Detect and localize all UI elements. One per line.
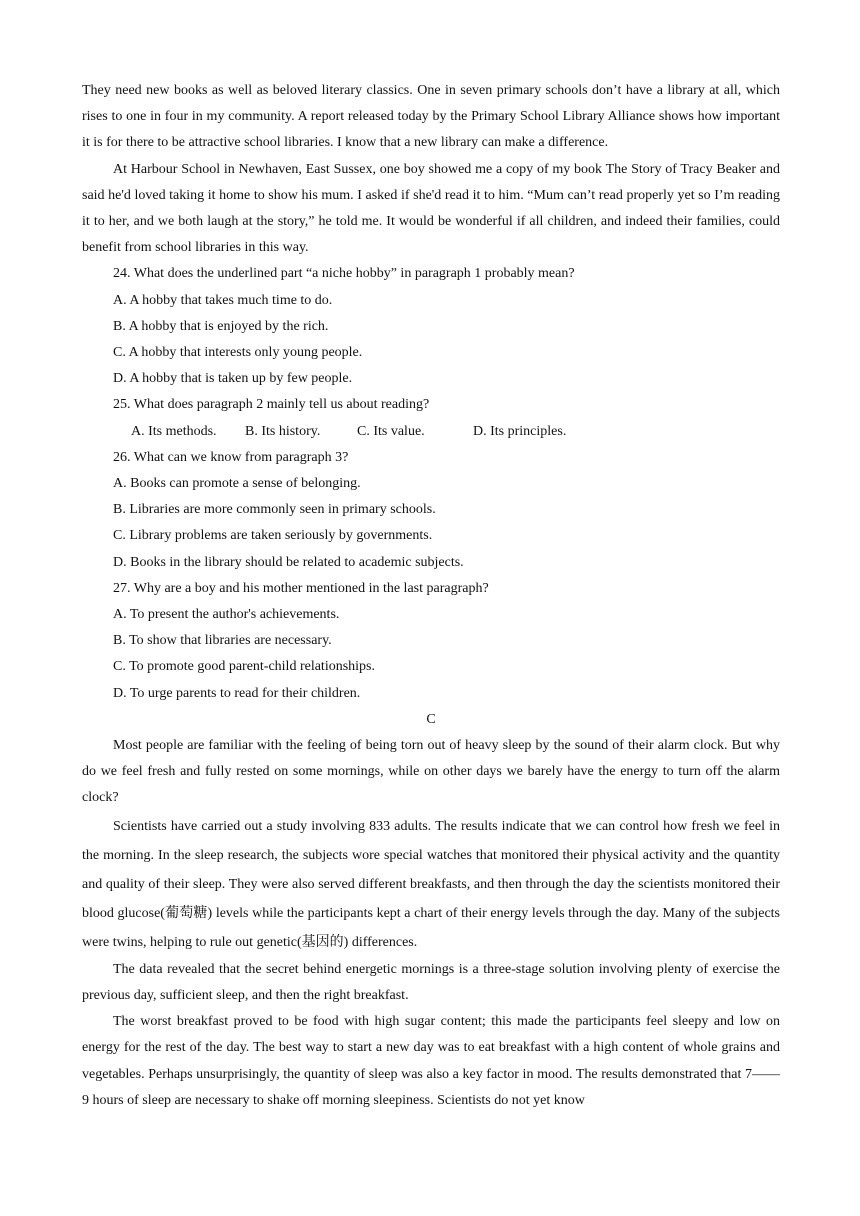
answer-option: C. Its value. (357, 423, 425, 439)
answer-option: D. A hobby that is taken up by few people. (113, 371, 353, 387)
question-stem: 26. What can we know from paragraph 3? (113, 449, 349, 465)
document-page (82, 78, 780, 1114)
answer-option: A. A hobby that takes much time to do. (113, 292, 333, 308)
answer-option: C. To promote good parent-child relationships. (113, 659, 375, 675)
passage-c-paragraph: Most people are familiar with the feeling of being torn out of heavy sleep by the sound of their alarm clock. But why do we feel fresh and fully rested on some mornings, while on other days we barely have the energy to turn off the alarm clock? (82, 738, 780, 806)
answer-option: A. Its methods. (131, 423, 217, 439)
section-heading: C (426, 711, 436, 727)
question-stem: 27. Why are a boy and his mother mentioned in the last paragraph? (113, 580, 489, 596)
answer-option: C. Library problems are taken seriously by governments. (113, 528, 433, 544)
answer-option: C. A hobby that interests only young people. (113, 345, 363, 361)
answer-option: B. A hobby that is enjoyed by the rich. (113, 318, 329, 334)
answer-option: A. Books can promote a sense of belonging. (113, 476, 361, 492)
passage-c-paragraph: The data revealed that the secret behind energetic mornings is a three-stage solution involving plenty of exercise the previous day, sufficient sleep, and then the right breakfast. (82, 961, 780, 1003)
passage-b-paragraph: At Harbour School in Newhaven, East Sussex, one boy showed me a copy of my book The Story of Tracy Beaker and said he'd loved taking it home to show his mum. I asked if she'd read it to him. “Mum can’t read properly yet so I’m reading it to her, and we both laugh at the story,” he told me. It would be wonderful if all children, and indeed their families, could benefit from school libraries in this way. (82, 161, 780, 256)
passage-c-paragraph: The worst breakfast proved to be food with high sugar content; this made the participants feel sleepy and low on energy for the rest of the day. The best way to start a new day was to eat breakfast with a high content of whole grains and vegetables. Perhaps unsurprisingly, the quantity of sleep was also a key factor in mood. The results demonstrated that 7——9 hours of sleep are necessary to shake off morning sleepiness. Scientists do not yet know (82, 1014, 780, 1108)
answer-option: B. Its history. (245, 423, 321, 439)
answer-options-row (82, 419, 780, 445)
answer-option: D. Books in the library should be related to academic subjects. (113, 554, 464, 570)
answer-option: D. Its principles. (473, 423, 567, 439)
passage-c-paragraph: Scientists have carried out a study involving 833 adults. The results indicate that we can control how fresh we feel in the morning. In the sleep research, the subjects wore special watches that monitored their physical activity and the quantity and quality of their sleep. They were also served different breakfasts, and then through the day the scientists monitored their blood glucose(葡萄糖) levels while the participants kept a chart of their energy levels through the day. Many of the subjects were twins, helping to rule out genetic(基因的) differences. (82, 818, 780, 950)
passage-b-paragraph: They need new books as well as beloved literary classics. One in seven primary schools don’t have a library at all, which rises to one in four in my community. A report released today by the Primary School Library Alliance shows how important it is for there to be attractive school libraries. I know that a new library can make a difference. (82, 83, 780, 151)
answer-option: D. To urge parents to read for their children. (113, 685, 361, 701)
answer-option: B. To show that libraries are necessary. (113, 633, 332, 649)
question-stem: 24. What does the underlined part “a niche hobby” in paragraph 1 probably mean? (113, 266, 575, 282)
answer-option: A. To present the author's achievements. (113, 607, 340, 623)
answer-option: B. Libraries are more commonly seen in primary schools. (113, 502, 436, 518)
question-stem: 25. What does paragraph 2 mainly tell us about reading? (113, 397, 430, 413)
